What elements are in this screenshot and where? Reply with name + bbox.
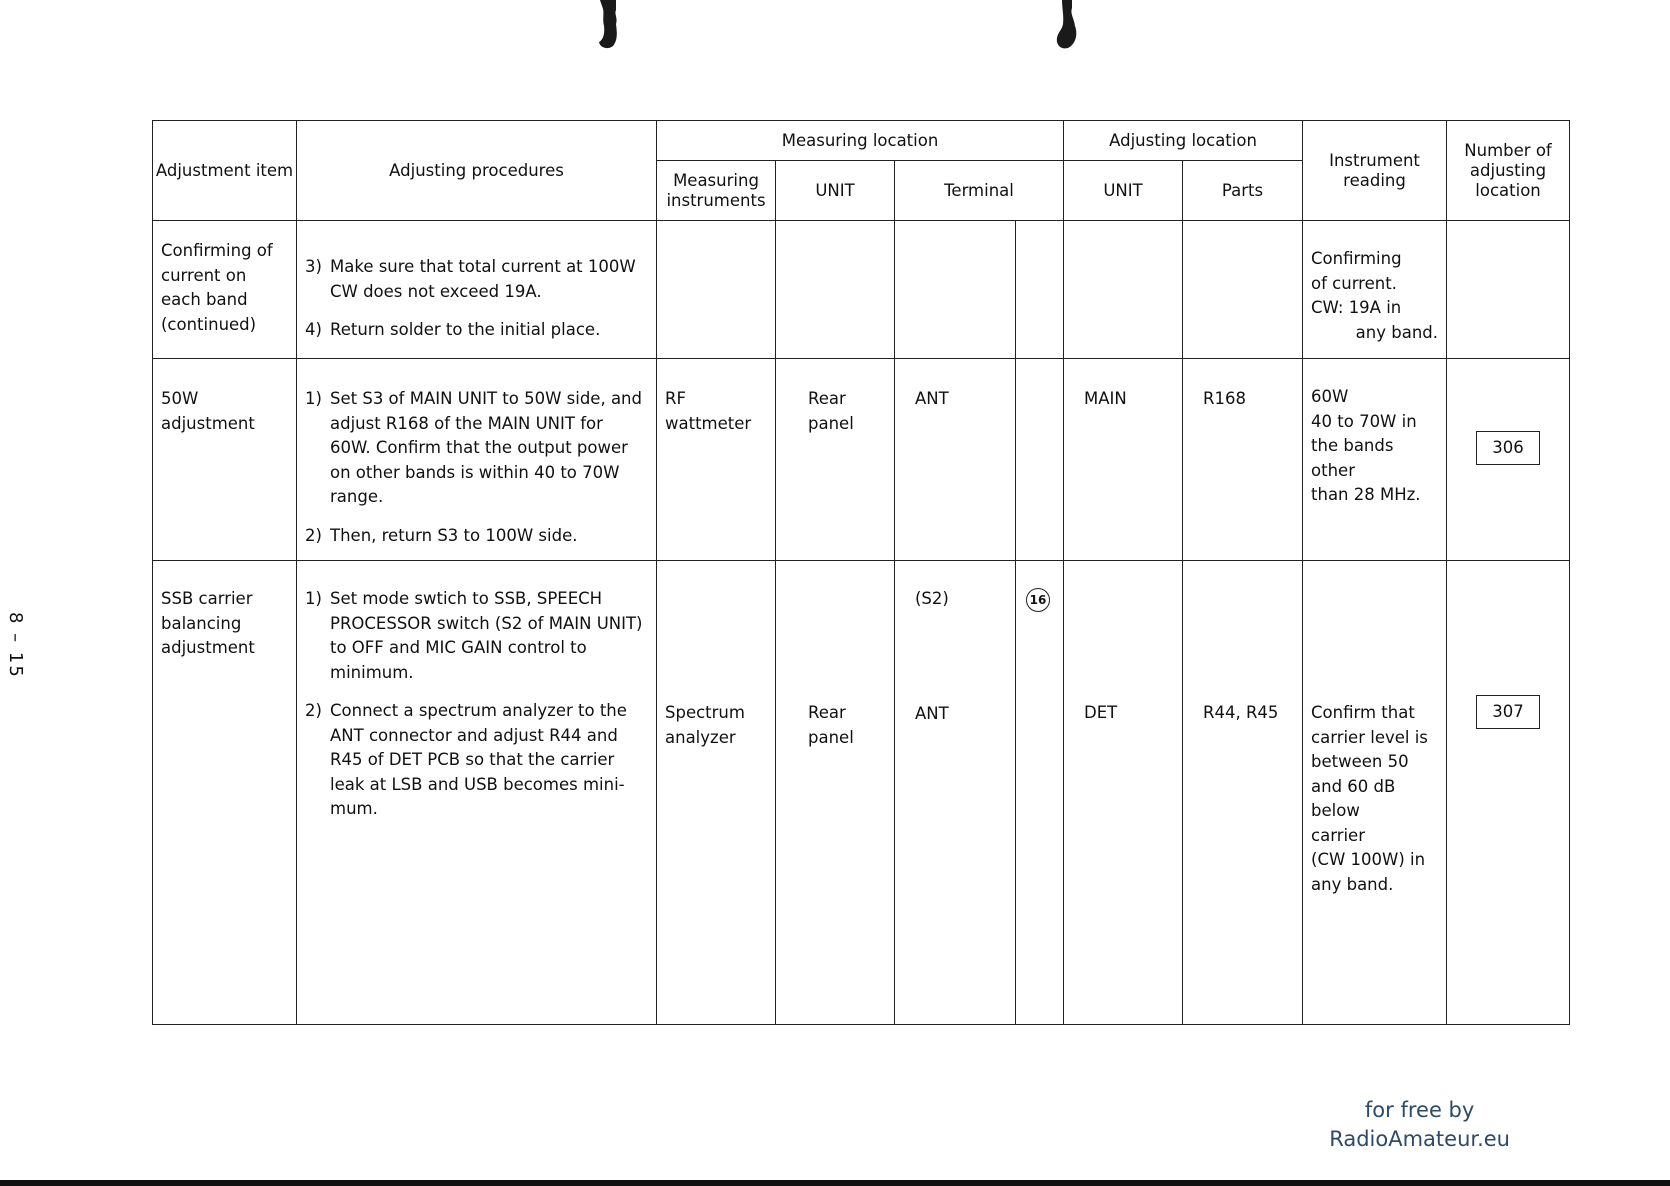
header-instrument-reading: Instrument reading bbox=[1303, 121, 1447, 221]
page-number: 8 – 15 bbox=[5, 612, 26, 679]
bottom-rule bbox=[0, 1180, 1670, 1186]
location-number-badge: 306 bbox=[1476, 431, 1540, 465]
header-number-of-location: Number of adjusting location bbox=[1447, 121, 1570, 221]
header-parts: Parts bbox=[1183, 161, 1303, 221]
cell-item: SSB carrier balancing adjustment bbox=[153, 561, 297, 1025]
cell-procedures bbox=[297, 359, 657, 561]
cell-parts: R44, R45 bbox=[1183, 561, 1303, 1025]
cell-terminal-ref bbox=[1016, 561, 1064, 1025]
table-row bbox=[153, 221, 1570, 359]
procedure-step: 3) Make sure that total current at 100W CW does not exceed 19A. bbox=[305, 257, 636, 301]
cell-reading: Confirm that carrier level is between 50 and 60 dB below carrier (CW 100W) in any band. bbox=[1303, 561, 1447, 1025]
table-row bbox=[153, 359, 1570, 561]
cell-instrument: RF wattmeter bbox=[657, 359, 776, 561]
procedure-step: 2) Then, return S3 to 100W side. bbox=[305, 525, 578, 545]
location-number-badge: 307 bbox=[1476, 695, 1540, 729]
cell-instrument bbox=[657, 221, 776, 359]
header-adjusting-unit: UNIT bbox=[1064, 161, 1183, 221]
header-terminal: Terminal bbox=[895, 161, 1064, 221]
cell-location bbox=[1447, 359, 1570, 561]
cell-item: Confirming of current on each band (continued) bbox=[153, 221, 297, 359]
cell-measuring-unit: Rear panel bbox=[776, 359, 895, 561]
cell-reading: 60W 40 to 70W in the bands other than 28 MHz. bbox=[1303, 359, 1447, 561]
cell-adjusting-unit: DET bbox=[1064, 561, 1183, 1025]
cell-parts bbox=[1183, 221, 1303, 359]
header-measuring-location: Measuring location bbox=[657, 121, 1064, 161]
header-adjusting-procedures: Adjusting procedures bbox=[297, 121, 657, 221]
cell-terminal bbox=[895, 221, 1016, 359]
adjustment-table bbox=[152, 120, 1570, 1025]
cell-instrument: Spectrum analyzer bbox=[657, 561, 776, 1025]
cell-adjusting-unit bbox=[1064, 221, 1183, 359]
header-adjustment-item: Adjustment item bbox=[153, 121, 297, 221]
cell-reading: Confirming of current. CW: 19A in any band. bbox=[1303, 221, 1447, 359]
cell-measuring-unit bbox=[776, 221, 895, 359]
cell-item: 50W adjustment bbox=[153, 359, 297, 561]
cell-procedures bbox=[297, 221, 657, 359]
cell-terminal: ANT bbox=[895, 359, 1016, 561]
cell-parts: R168 bbox=[1183, 359, 1303, 561]
header-measuring-unit: UNIT bbox=[776, 161, 895, 221]
procedure-step: 4) Return solder to the initial place. bbox=[305, 320, 601, 339]
table-row bbox=[153, 561, 1570, 1025]
cell-location bbox=[1447, 561, 1570, 1025]
watermark: for free by RadioAmateur.eu bbox=[1329, 1098, 1510, 1151]
circled-number-ref: 16 bbox=[1026, 588, 1050, 612]
cell-measuring-unit: Rear panel bbox=[776, 561, 895, 1025]
header-measuring-instruments: Measuring instruments bbox=[657, 161, 776, 221]
binding-hole-right-icon bbox=[1054, 0, 1078, 50]
cell-procedures bbox=[297, 561, 657, 1025]
binding-hole-left-icon bbox=[596, 0, 620, 50]
procedure-step: 1) Set mode swtich to SSB, SPEECH PROCESSOR switch (S2 of MAIN UNIT) to OFF and MIC GAIN control to minimum. bbox=[305, 589, 643, 682]
procedure-step: 2) Connect a spectrum analyzer to the ANT connector and adjust R44 and R45 of DET PCB so that the carrier leak at LSB and USB becomes mini- mum. bbox=[305, 701, 627, 818]
cell-adjusting-unit: MAIN bbox=[1064, 359, 1183, 561]
cell-terminal-ref bbox=[1016, 221, 1064, 359]
header-adjusting-location: Adjusting location bbox=[1064, 121, 1303, 161]
cell-location bbox=[1447, 221, 1570, 359]
procedure-step: 1) Set S3 of MAIN UNIT to 50W side, and adjust R168 of the MAIN UNIT for 60W. Confirm that the output power on other bands is within 40 to 70W range. bbox=[305, 389, 642, 506]
cell-terminal-ref bbox=[1016, 359, 1064, 561]
cell-terminal: (S2) ANT bbox=[895, 561, 1016, 1025]
